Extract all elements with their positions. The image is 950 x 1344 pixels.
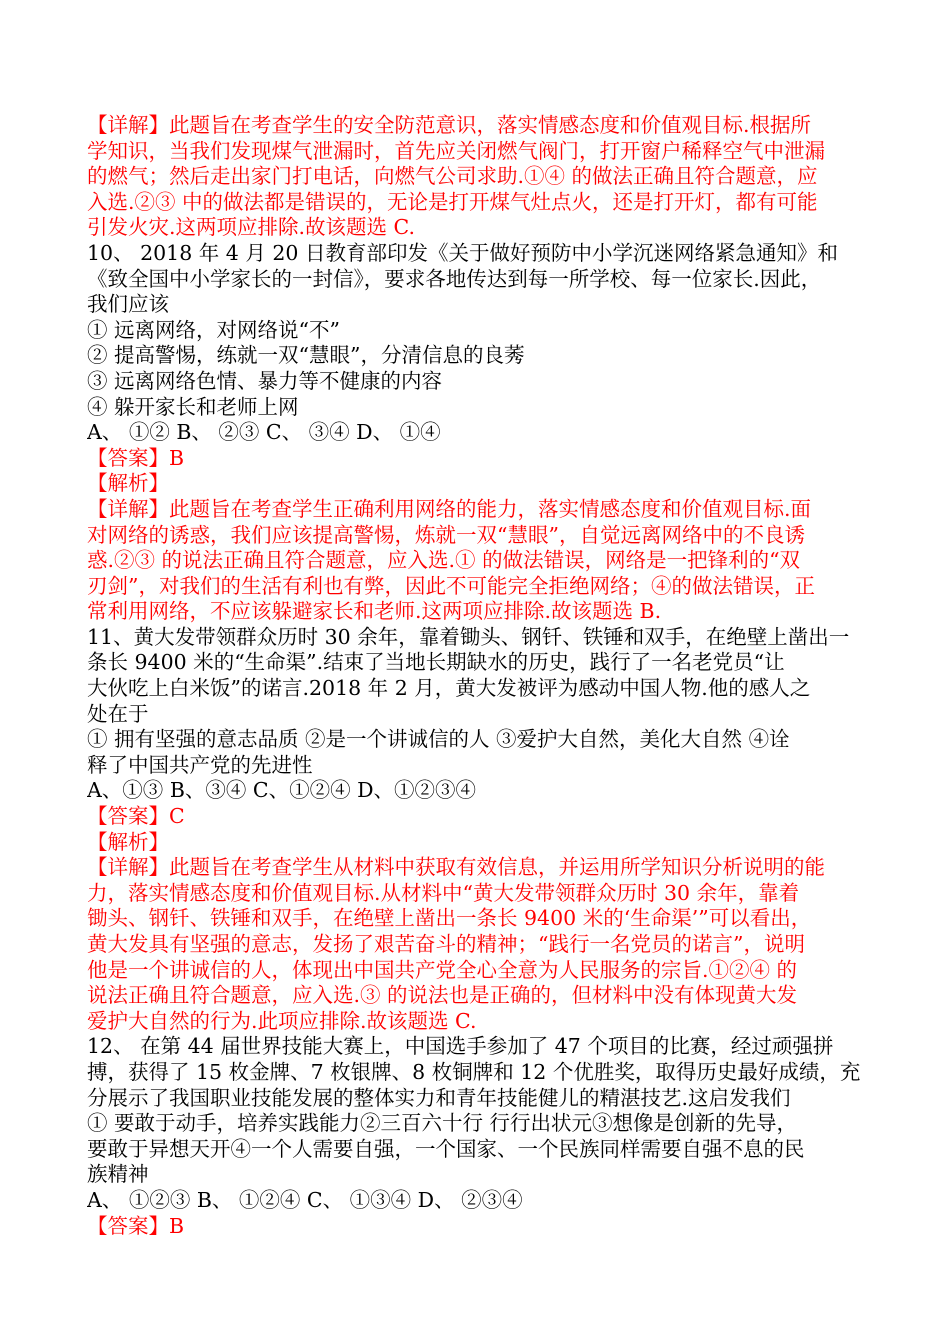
answer-line: 锄头、钢钎、铁锤和双手，在绝壁上凿出一条长 9400 米的‘生命渠’”可以看出， <box>87 906 812 931</box>
answer-line: 爱护大自然的行为.此项应排除.故该题选 C. <box>87 1008 477 1033</box>
answer-line: 对网络的诱惑，我们应该提高警惕，炼就一双“慧眼”，自觉远离网络中的不良诱 <box>87 522 805 547</box>
answer-line: 他是一个讲诚信的人，体现出中国共产党全心全意为人民服务的宗旨.①②④ 的 <box>87 957 798 982</box>
answer-line: 【详解】此题旨在考查学生从材料中获取有效信息，并运用所学知识分析说明的能 <box>87 855 825 880</box>
answer-line: 黄大发具有坚强的意志，发扬了艰苦奋斗的精神；“践行一名党员的诺言”，说明 <box>87 932 805 956</box>
answer-line: 【解析】 <box>87 471 169 496</box>
question-line: A、 ①② B、 ②③ C、 ③④ D、 ①④ <box>87 420 441 445</box>
question-line: 族精神 <box>87 1162 149 1187</box>
question-line: 释了中国共产党的先进性 <box>87 752 313 777</box>
question-line: 搏，获得了 15 枚金牌、7 枚银牌、8 枚铜牌和 12 个优胜奖，取得历史最好成绩，充 <box>87 1059 861 1084</box>
question-line: ① 要敢于动手，培养实践能力②三百六十行 行行出状元③想像是创新的先导， <box>87 1111 798 1136</box>
question-line: 《致全国中小学家长的一封信》，要求各地传达到每一所学校、每一位家长.因此， <box>87 266 822 291</box>
answer-line: 入选.②③ 中的做法都是错误的，无论是打开煤气灶点火，还是打开灯，都有可能 <box>87 189 818 214</box>
question-line: 11、黄大发带领群众历时 30 余年，靠着锄头、钢钎、铁锤和双手，在绝壁上凿出一 <box>87 624 850 649</box>
answer-line: 学知识，当我们发现煤气泄漏时，首先应关闭燃气阀门，打开窗户稀释空气中泄漏 <box>87 138 825 163</box>
answer-line: 【详解】此题旨在考查学生正确利用网络的能力，落实情感态度和价值观目标.面 <box>87 496 812 521</box>
question-line: 分展示了我国职业技能发展的整体实力和青年技能健儿的精湛技艺.这启发我们 <box>87 1085 791 1110</box>
answer-line: 刃剑”，对我们的生活有利也有弊，因此不可能完全拒绝网络；④的做法错误，正 <box>87 573 815 598</box>
answer-line: 惑.②③ 的说法正确且符合题意，应入选.① 的做法错误，网络是一把锋利的“双 <box>87 548 801 573</box>
answer-line: 的燃气；然后走出家门打电话，向燃气公司求助.①④ 的做法正确且符合题意，应 <box>87 164 818 189</box>
answer-line: 【答案】B <box>87 445 185 470</box>
answer-line: 【解析】 <box>87 829 169 854</box>
question-line: ④ 躲开家长和老师上网 <box>87 394 299 419</box>
answer-line: 力，落实情感态度和价值观目标.从材料中“黄大发带领群众历时 30 余年，靠着 <box>87 880 800 905</box>
question-line: 10、 2018 年 4 月 20 日教育部印发《关于做好预防中小学沉迷网络紧急通知》和 <box>87 240 838 265</box>
question-line: 要敢于异想天开④一个人需要自强，一个国家、一个民族同样需要自强不息的民 <box>87 1136 805 1161</box>
question-line: ① 远离网络，对网络说“不” <box>87 317 340 342</box>
question-line: ③ 远离网络色情、暴力等不健康的内容 <box>87 368 443 393</box>
answer-line: 【详解】此题旨在考查学生的安全防范意识，落实情感态度和价值观目标.根据所 <box>87 113 812 137</box>
answer-line: 【答案】C <box>87 804 185 829</box>
document-page <box>87 113 865 1239</box>
answer-line: 【答案】B <box>87 1213 185 1238</box>
question-line: 处在于 <box>87 701 149 726</box>
question-line: ① 拥有坚强的意志品质 ②是一个讲诚信的人 ③爱护大自然，美化大自然 ④诠 <box>87 727 790 752</box>
question-line: ② 提高警惕，练就一双“慧眼”，分清信息的良莠 <box>87 343 525 368</box>
question-line: 12、 在第 44 届世界技能大赛上，中国选手参加了 47 个项目的比赛，经过顽强拼 <box>87 1034 834 1059</box>
question-line: 我们应该 <box>87 292 169 317</box>
question-line: 大伙吃上白米饭”的诺言.2018 年 2 月，黄大发被评为感动中国人物.他的感人之 <box>87 676 811 701</box>
question-line: A、①③ B、③④ C、①②④ D、①②③④ <box>87 778 477 803</box>
answer-line: 说法正确且符合题意，应入选.③ 的说法也是正确的，但材料中没有体现黄大发 <box>87 983 798 1008</box>
question-line: A、 ①②③ B、 ①②④ C、 ①③④ D、 ②③④ <box>87 1187 523 1212</box>
answer-line: 常利用网络，不应该躲避家长和老师.这两项应排除.故该题选 B. <box>87 599 662 624</box>
question-line: 条长 9400 米的“生命渠”.结束了当地长期缺水的历史，践行了一名老党员“让 <box>87 650 785 675</box>
answer-line: 引发火灾.这两项应排除.故该题选 C. <box>87 215 416 240</box>
